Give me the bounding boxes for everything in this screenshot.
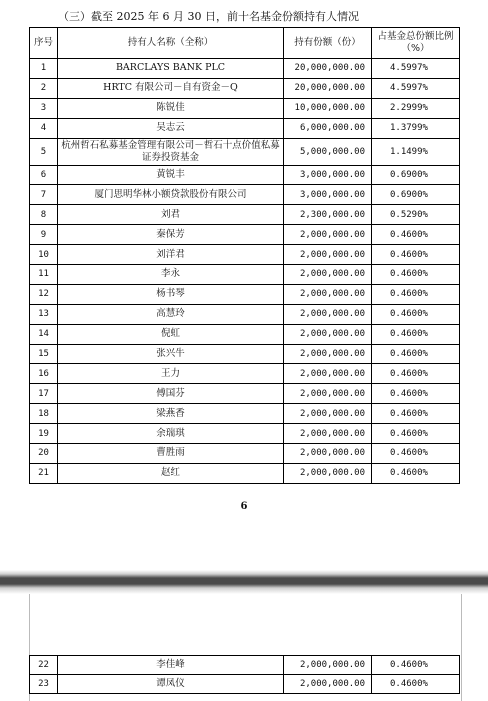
row-shares: 2,000,000.00: [284, 245, 372, 265]
row-shares: 2,000,000.00: [284, 444, 372, 464]
row-holder-name: 赵红: [58, 463, 284, 483]
row-index: 12: [30, 284, 58, 304]
table-row: [30, 656, 460, 675]
table-row: [30, 138, 460, 165]
row-shares: 2,300,000.00: [284, 205, 372, 225]
page-number: 6: [240, 501, 248, 512]
row-shares: 2,000,000.00: [284, 344, 372, 364]
row-holder-name: 刘君: [58, 205, 284, 225]
holders-table-continued: [29, 655, 460, 694]
row-holder-name: 张兴牛: [58, 344, 284, 364]
table-row: [30, 463, 460, 483]
row-index: 22: [30, 656, 58, 675]
holders-table: [29, 27, 460, 484]
row-holder-name: 梁燕香: [58, 404, 284, 424]
row-index: 13: [30, 304, 58, 324]
row-index: 17: [30, 384, 58, 404]
header-shares: 持有份额（份）: [284, 28, 372, 59]
row-holder-name: 杨书琴: [58, 284, 284, 304]
row-shares: 2,000,000.00: [284, 404, 372, 424]
row-percent: 0.4600%: [372, 284, 460, 304]
header-percent: 占基金总份额比例（%）: [372, 28, 460, 59]
table-row: [30, 324, 460, 344]
row-shares: 2,000,000.00: [284, 384, 372, 404]
row-shares: 2,000,000.00: [284, 675, 372, 694]
row-holder-name: 陈锐佳: [58, 98, 284, 118]
table-row: [30, 384, 460, 404]
row-holder-name: 吴志云: [58, 118, 284, 138]
table-row: [30, 424, 460, 444]
row-holder-name: 厦门思明华林小额贷款股份有限公司: [58, 185, 284, 205]
row-percent: 0.4600%: [372, 424, 460, 444]
row-percent: 0.6900%: [372, 165, 460, 185]
row-shares: 3,000,000.00: [284, 185, 372, 205]
row-holder-name: 秦保芳: [58, 225, 284, 245]
row-percent: 0.4600%: [372, 225, 460, 245]
header-holder-name: 持有人名称（全称）: [58, 28, 284, 59]
table-row: [30, 284, 460, 304]
row-shares: 2,000,000.00: [284, 284, 372, 304]
row-percent: 0.5290%: [372, 205, 460, 225]
table-row: [30, 118, 460, 138]
table-row: [30, 185, 460, 205]
row-shares: 2,000,000.00: [284, 225, 372, 245]
table-row: [30, 444, 460, 464]
table-row: [30, 59, 460, 79]
table-row: [30, 205, 460, 225]
row-percent: 0.4600%: [372, 344, 460, 364]
row-index: 18: [30, 404, 58, 424]
table-row: [30, 225, 460, 245]
row-shares: 2,000,000.00: [284, 463, 372, 483]
row-index: 8: [30, 205, 58, 225]
row-index: 15: [30, 344, 58, 364]
row-shares: 2,000,000.00: [284, 424, 372, 444]
row-shares: 2,000,000.00: [284, 324, 372, 344]
table-row: [30, 165, 460, 185]
row-index: 21: [30, 463, 58, 483]
row-shares: 2,000,000.00: [284, 265, 372, 285]
row-holder-name: BARCLAYS BANK PLC: [58, 59, 284, 79]
row-index: 16: [30, 364, 58, 384]
row-index: 9: [30, 225, 58, 245]
row-shares: 6,000,000.00: [284, 118, 372, 138]
row-percent: 1.3799%: [372, 118, 460, 138]
row-index: 5: [30, 138, 58, 165]
row-shares: 2,000,000.00: [284, 304, 372, 324]
row-percent: 2.2999%: [372, 98, 460, 118]
row-percent: 4.5997%: [372, 59, 460, 79]
row-holder-name: HRTC 有限公司－自有资金－Q: [58, 78, 284, 98]
row-index: 20: [30, 444, 58, 464]
table-row: [30, 364, 460, 384]
row-holder-name: 刘洋君: [58, 245, 284, 265]
row-percent: 0.6900%: [372, 185, 460, 205]
row-shares: 10,000,000.00: [284, 98, 372, 118]
table-row: [30, 265, 460, 285]
row-index: 19: [30, 424, 58, 444]
row-index: 14: [30, 324, 58, 344]
table-row: [30, 404, 460, 424]
row-percent: 0.4600%: [372, 675, 460, 694]
row-percent: 0.4600%: [372, 463, 460, 483]
row-percent: 0.4600%: [372, 324, 460, 344]
row-index: 23: [30, 675, 58, 694]
table-row: [30, 98, 460, 118]
row-holder-name: 李永: [58, 265, 284, 285]
row-shares: 20,000,000.00: [284, 78, 372, 98]
row-index: 6: [30, 165, 58, 185]
row-holder-name: 傅国芬: [58, 384, 284, 404]
row-shares: 2,000,000.00: [284, 364, 372, 384]
table-row: [30, 675, 460, 694]
section-title: （三）截至 2025 年 6 月 30 日，前十名基金份额持有人情况: [58, 10, 359, 23]
row-percent: 0.4600%: [372, 245, 460, 265]
row-holder-name: 王力: [58, 364, 284, 384]
row-index: 3: [30, 98, 58, 118]
row-holder-name: 高慧玲: [58, 304, 284, 324]
row-holder-name: 黄锐丰: [58, 165, 284, 185]
row-percent: 0.4600%: [372, 384, 460, 404]
row-percent: 1.1499%: [372, 138, 460, 165]
row-percent: 4.5997%: [372, 78, 460, 98]
row-percent: 0.4600%: [372, 364, 460, 384]
row-holder-name: 倪虹: [58, 324, 284, 344]
row-percent: 0.4600%: [372, 656, 460, 675]
row-index: 10: [30, 245, 58, 265]
header-index: 序号: [30, 28, 58, 59]
row-holder-name: 李佳峰: [58, 656, 284, 675]
row-index: 7: [30, 185, 58, 205]
table-row: [30, 304, 460, 324]
row-holder-name: 曹胜雨: [58, 444, 284, 464]
row-shares: 5,000,000.00: [284, 138, 372, 165]
row-index: 1: [30, 59, 58, 79]
row-shares: 2,000,000.00: [284, 656, 372, 675]
row-percent: 0.4600%: [372, 304, 460, 324]
table-header-row: [30, 28, 460, 59]
table-row: [30, 344, 460, 364]
row-percent: 0.4600%: [372, 404, 460, 424]
row-holder-name: 余瑞琪: [58, 424, 284, 444]
row-index: 2: [30, 78, 58, 98]
row-index: 11: [30, 265, 58, 285]
row-holder-name: 谭凤仪: [58, 675, 284, 694]
row-shares: 3,000,000.00: [284, 165, 372, 185]
row-percent: 0.4600%: [372, 265, 460, 285]
row-index: 4: [30, 118, 58, 138]
row-percent: 0.4600%: [372, 444, 460, 464]
table-row: [30, 245, 460, 265]
row-shares: 20,000,000.00: [284, 59, 372, 79]
row-holder-name: 杭州哲石私募基金管理有限公司－哲石十点价值私募证券投资基金: [58, 138, 284, 165]
table-row: [30, 78, 460, 98]
